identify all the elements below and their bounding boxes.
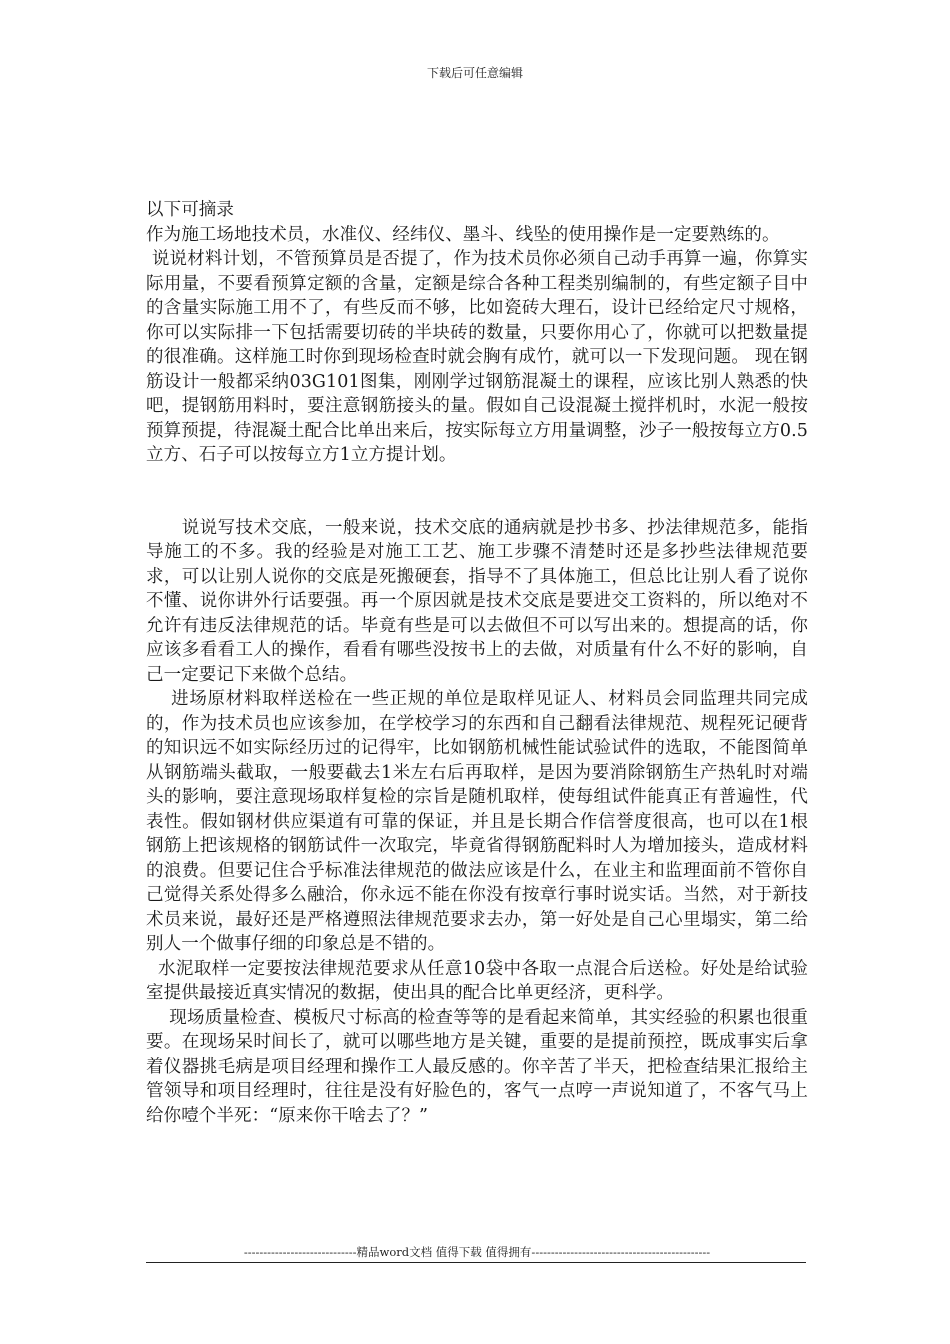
paragraph-technical-briefing: 说说写技术交底，一般来说，技术交底的通病就是抄书多、抄法律规范多，能指导施工的不多。我的经验是对施工工艺、施工步骤不清楚时还是多抄些法律规范要求，可以让别人说你的交底是死搬硬套，指导不了具体施工，但总比让别人看了说你不懂、说你讲外行话要强。再一个原因就是技术交底是要进交工资料的，所以绝对不允许有违反法律规范的话。毕竟有些是可以去做但不可以写出来的。想提高的话，你应该多看看工人的操作，看看有哪些没按书上的去做，对质量有什么不好的影响，自己一定要记下来做个总结。 [146,517,808,685]
paragraph-surveying-tools: 作为施工场地技术员，水准仪、经纬仪、墨斗、线坠的使用操作是一定要熟练的。 [146,224,780,245]
paragraph-cement-sampling: 水泥取样一定要按法律规范要求从任意10袋中各取一点混合后送检。好处是给试验室提供最接近真实情况的数据，使出具的配合比单更经济，更科学。 [146,958,809,1003]
paragraph-material-sampling: 进场原材料取样送检在一些正规的单位是取样见证人、材料员会同监理共同完成的，作为技术员也应该参加，在学校学习的东西和自己翻看法律规范、规程死记硬背的知识远不如实际经历过的记得牢，比如钢筋机械性能试验试件的选取，不能图简单从钢筋端头截取，一般要截去1米左右后再取样，是因为要消除钢筋生产热轧时对端头的影响，要注意现场取样复检的宗旨是随机取样，使每组试件能真正有普遍性，代表性。假如钢材供应渠道有可靠的保证，并且是长期合作信誉度很高，也可以在1根钢筋上把该规格的钢筋试件一次取完，毕竟省得钢筋配料时人为增加接头，造成材料的浪费。但要记住合乎标准法律规范的做法应该是什么，在业主和监理面前不管你自己觉得关系处得多么融洽，你永远不能在你没有按章行事时说实话。当然，对于新技术员来说，最好还是严格遵照法律规范要求去办，第一好处是自己心里塌实，第二给别人一个做事仔细的印象总是不错的。 [146,689,808,954]
footer-divider [146,1262,806,1263]
section-title: 以下可摘录 [146,200,234,220]
paragraph-gap [146,468,808,516]
document-body [146,198,808,1128]
paragraph-quality-inspection: 现场质量检查、模板尺寸标高的检查等等的是看起来简单，其实经验的积累也很重要。在现场呆时间长了，就可以哪些地方是关键，重要的是提前预控，既成事实后拿着仪器挑毛病是项目经理和操作工人最反感的。你辛苦了半天，把检查结果汇报给主管领导和项目经理时，往往是没有好脸色的，客气一点哼一声说知道了，不客气马上给你噎个半死：“原来你干啥去了？” [146,1007,808,1126]
page-header: 下载后可任意编辑 [426,66,523,80]
page-footer: -----------------------------精品word文档 值得下载 值得拥有---------------------------------------------- [243,1245,711,1259]
paragraph-material-plan: 说说材料计划，不管预算员是否提了，作为技术员你必须自己动手再算一遍，你算实际用量，不要看预算定额的含量，定额是综合各种工程类别编制的，有些定额子目中的含量实际施工用不了，有些反而不够，比如瓷砖大理石，设计已经给定尺寸规格，你可以实际排一下包括需要切砖的半块砖的数量，只要你用心了，你就可以把数量提的很准确。这样施工时你到现场检查时就会胸有成竹，就可以一下发现问题。 现在钢筋设计一般都采纳03G101图集，刚刚学过钢筋混凝土的课程，应该比别人熟悉的快吧，提钢筋用料时，要注意钢筋接头的量。假如自己设混凝土搅拌机时，水泥一般按预算预提，待混凝土配合比单出来后，按实际每立方用量调整，沙子一般按每立方0.5立方、石子可以按每立方1立方提计划。 [146,249,808,465]
